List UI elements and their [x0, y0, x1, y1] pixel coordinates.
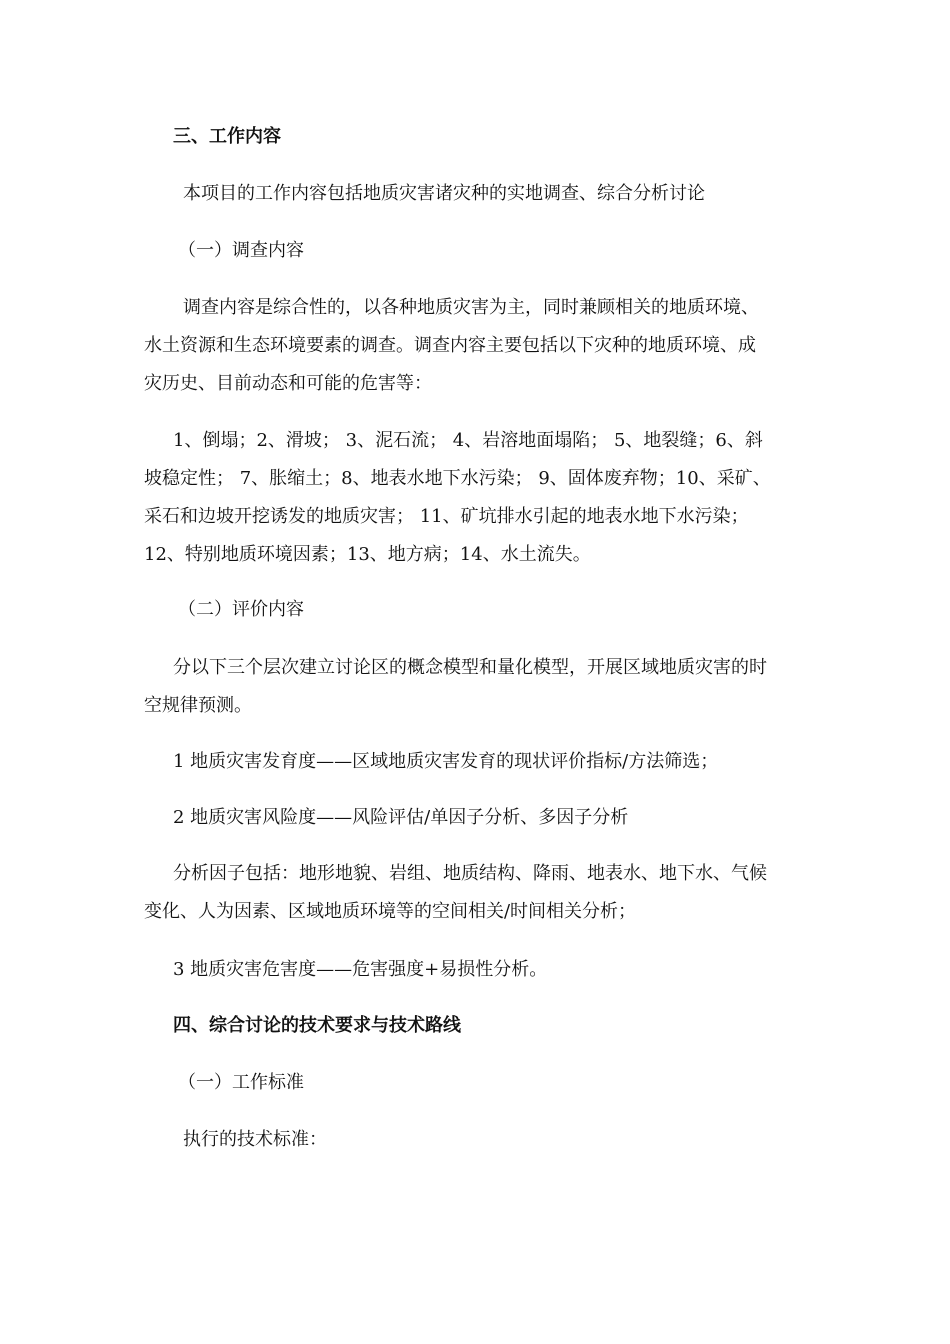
hazard-list-line-4: 12、特别地质环境因素；13、地方病；14、水土流失。	[144, 544, 591, 565]
evaluation-item-2: 2 地质灾害风险度——风险评估/单因子分析、多因子分析	[173, 807, 629, 828]
evaluation-item-3: 3 地质灾害危害度——危害强度+易损性分析。	[173, 959, 548, 980]
evaluation-paragraph-line-2: 空规律预测。	[144, 695, 252, 716]
hazard-list-line-3: 采石和边坡开挖诱发的地质灾害； 11、矿坑排水引起的地表水地下水污染；	[144, 506, 749, 527]
evaluation-item-1: 1 地质灾害发育度——区域地质灾害发育的现状评价指标/方法筛选；	[173, 751, 719, 772]
section-4-heading: 四、综合讨论的技术要求与技术路线	[173, 1015, 461, 1036]
subsection-standards-heading: （一）工作标准	[178, 1072, 304, 1093]
hazard-list-line-2: 坡稳定性； 7、胀缩土；8、地表水地下水污染； 9、固体废弃物；10、采矿、	[144, 468, 771, 489]
standards-text: 执行的技术标准：	[183, 1129, 327, 1150]
survey-paragraph-line-1: 调查内容是综合性的，以各种地质灾害为主，同时兼顾相关的地质环境、	[183, 297, 759, 318]
subsection-evaluation-heading: （二）评价内容	[178, 599, 304, 620]
survey-paragraph-line-2: 水土资源和生态环境要素的调查。调查内容主要包括以下灾种的地质环境、成	[144, 335, 756, 356]
survey-paragraph-line-3: 灾历史、目前动态和可能的危害等：	[144, 373, 432, 394]
factors-line-2: 变化、人为因素、区域地质环境等的空间相关/时间相关分析；	[144, 901, 637, 922]
subsection-survey-heading: （一）调查内容	[178, 240, 304, 261]
hazard-list-line-1: 1、倒塌；2、滑坡； 3、泥石流； 4、岩溶地面塌陷； 5、地裂缝；6、斜	[173, 430, 763, 451]
section-3-heading: 三、工作内容	[173, 126, 281, 147]
factors-line-1: 分析因子包括：地形地貌、岩组、地质结构、降雨、地表水、地下水、气候	[173, 863, 767, 884]
evaluation-paragraph-line-1: 分以下三个层次建立讨论区的概念模型和量化模型，开展区域地质灾害的时	[173, 657, 767, 678]
section-3-intro: 本项目的工作内容包括地质灾害诸灾种的实地调查、综合分析讨论	[183, 183, 705, 204]
